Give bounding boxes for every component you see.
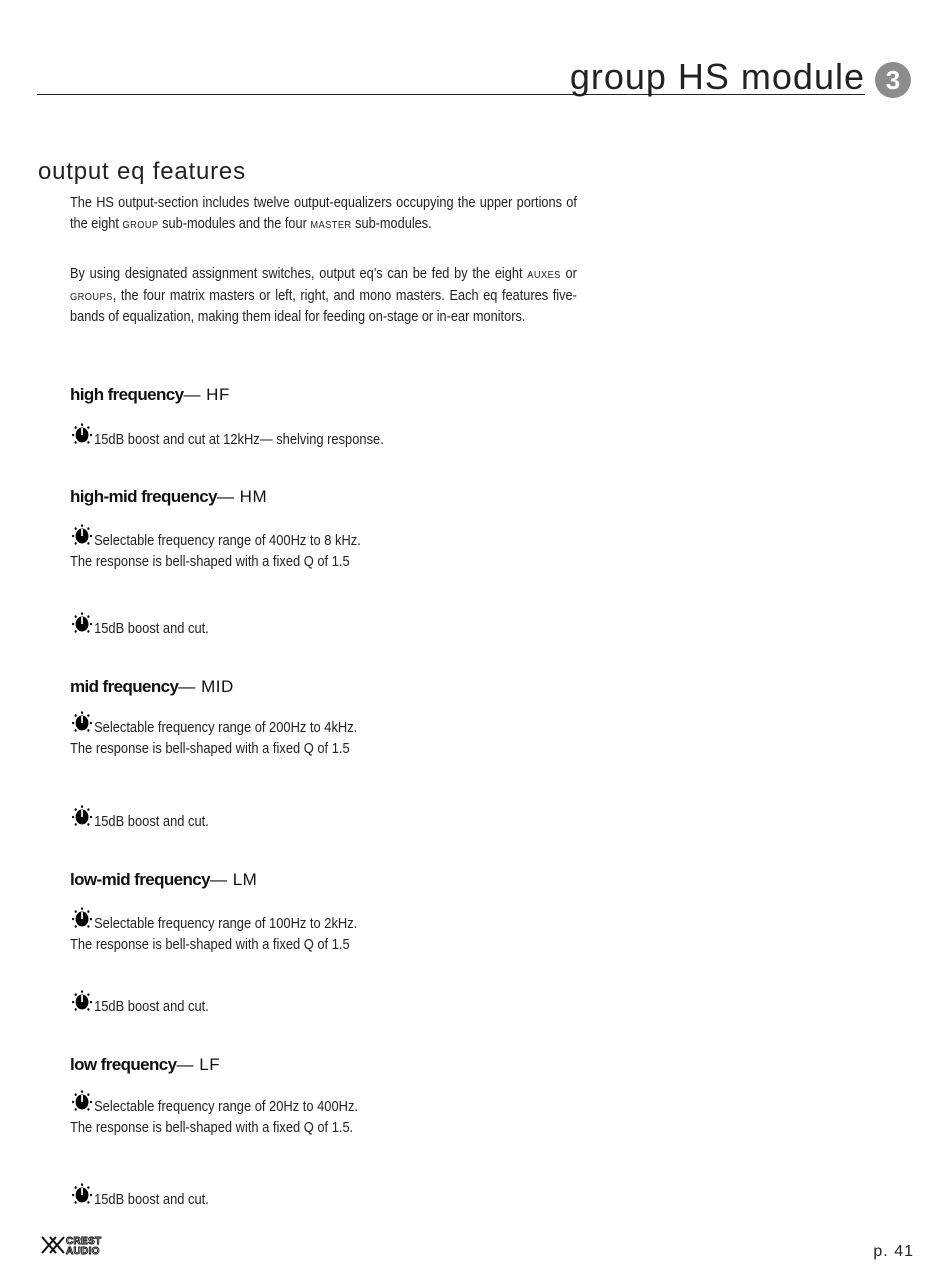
band-abbreviation: — LM (210, 870, 258, 889)
band-heading-mid (70, 677, 234, 697)
paragraph-text: The HS output-section includes twelve output-equalizers occupying the upper portions of the eight (70, 195, 577, 232)
knob-description-hm-gain (70, 612, 209, 639)
knob-description-lm-frequency (70, 907, 357, 955)
knob-response-note: The response is bell-shaped with a fixed Q of 1.5 (70, 936, 350, 953)
knob-description-text: Selectable frequency range of 400Hz to 8 kHz. (94, 532, 361, 549)
knob-description-text: 15dB boost and cut at 12kHz— shelving response. (94, 431, 384, 448)
knob-description-mid-frequency (70, 711, 357, 759)
small-caps-term: GROUPS (70, 290, 113, 303)
page-number: p. 41 (873, 1243, 914, 1260)
knob-description-lf-frequency (70, 1090, 358, 1138)
knob-description-lf-gain (70, 1183, 209, 1210)
rotary-knob-icon (70, 990, 94, 1014)
knob-description-mid-gain (70, 805, 209, 832)
svg-text:CREST: CREST (66, 1236, 102, 1247)
knob-response-note: The response is bell-shaped with a fixed Q of 1.5 (70, 553, 350, 570)
knob-description-text: 15dB boost and cut. (94, 1191, 209, 1208)
knob-description-text: 15dB boost and cut. (94, 998, 209, 1015)
rotary-knob-icon (70, 423, 94, 447)
crest-audio-logo-icon (40, 1234, 114, 1261)
paragraph-text: or (560, 266, 577, 282)
rotary-knob-icon (70, 524, 94, 548)
small-caps-term: MASTER (310, 218, 352, 231)
band-heading-hm (70, 487, 267, 507)
rotary-knob-icon (70, 805, 94, 829)
band-name: high-mid frequency (70, 487, 217, 506)
knob-description-lm-gain (70, 990, 209, 1017)
rotary-knob-icon (70, 1090, 94, 1114)
intro-paragraph-2 (70, 264, 577, 328)
knob-description-hf-gain (70, 423, 384, 450)
paragraph-text: , the four matrix masters or left, right, and mono masters. Each eq features five-bands of equalization, making them ideal for feeding on-stage or in-ear monitors. (70, 287, 577, 325)
rotary-knob-icon (70, 907, 94, 931)
rotary-knob-icon (70, 612, 94, 636)
knob-description-text: Selectable frequency range of 200Hz to 4kHz. (94, 719, 358, 736)
small-caps-term: AUXES (527, 269, 561, 281)
paragraph-text: sub-modules. (351, 215, 432, 232)
band-abbreviation: — MID (178, 677, 234, 696)
small-caps-term: GROUP (122, 218, 159, 231)
chapter-number-badge: 3 (875, 62, 911, 98)
band-abbreviation: — HF (183, 385, 230, 404)
knob-description-text: Selectable frequency range of 100Hz to 2kHz. (94, 915, 358, 932)
band-heading-lm (70, 870, 257, 890)
band-heading-hf (70, 385, 230, 405)
rotary-knob-icon (70, 1183, 94, 1207)
svg-text:AUDIO: AUDIO (66, 1246, 100, 1256)
band-abbreviation: — LF (176, 1055, 221, 1074)
section-title: output eq features (38, 158, 246, 185)
band-heading-lf (70, 1055, 220, 1075)
intro-paragraph-1 (70, 193, 577, 235)
band-name: mid frequency (70, 677, 179, 696)
page-header-title: group HS module (569, 56, 865, 97)
knob-description-text: Selectable frequency range of 20Hz to 400Hz. (94, 1098, 358, 1115)
band-name: low frequency (70, 1055, 177, 1074)
knob-response-note: The response is bell-shaped with a fixed Q of 1.5. (70, 1119, 354, 1136)
knob-description-text: 15dB boost and cut. (94, 813, 209, 830)
paragraph-text: By using designated assignment switches, output eq’s can be fed by the eight (70, 266, 528, 282)
paragraph-text: sub-modules and the four (158, 215, 311, 232)
crest-audio-logo-mark (40, 1234, 114, 1256)
band-abbreviation: — HM (216, 487, 268, 506)
band-name: high frequency (70, 385, 184, 404)
rotary-knob-icon (70, 711, 94, 735)
band-name: low-mid frequency (70, 870, 210, 889)
header-rule (37, 94, 865, 95)
knob-response-note: The response is bell-shaped with a fixed Q of 1.5 (70, 740, 350, 757)
knob-description-hm-frequency (70, 524, 361, 572)
knob-description-text: 15dB boost and cut. (94, 620, 209, 637)
